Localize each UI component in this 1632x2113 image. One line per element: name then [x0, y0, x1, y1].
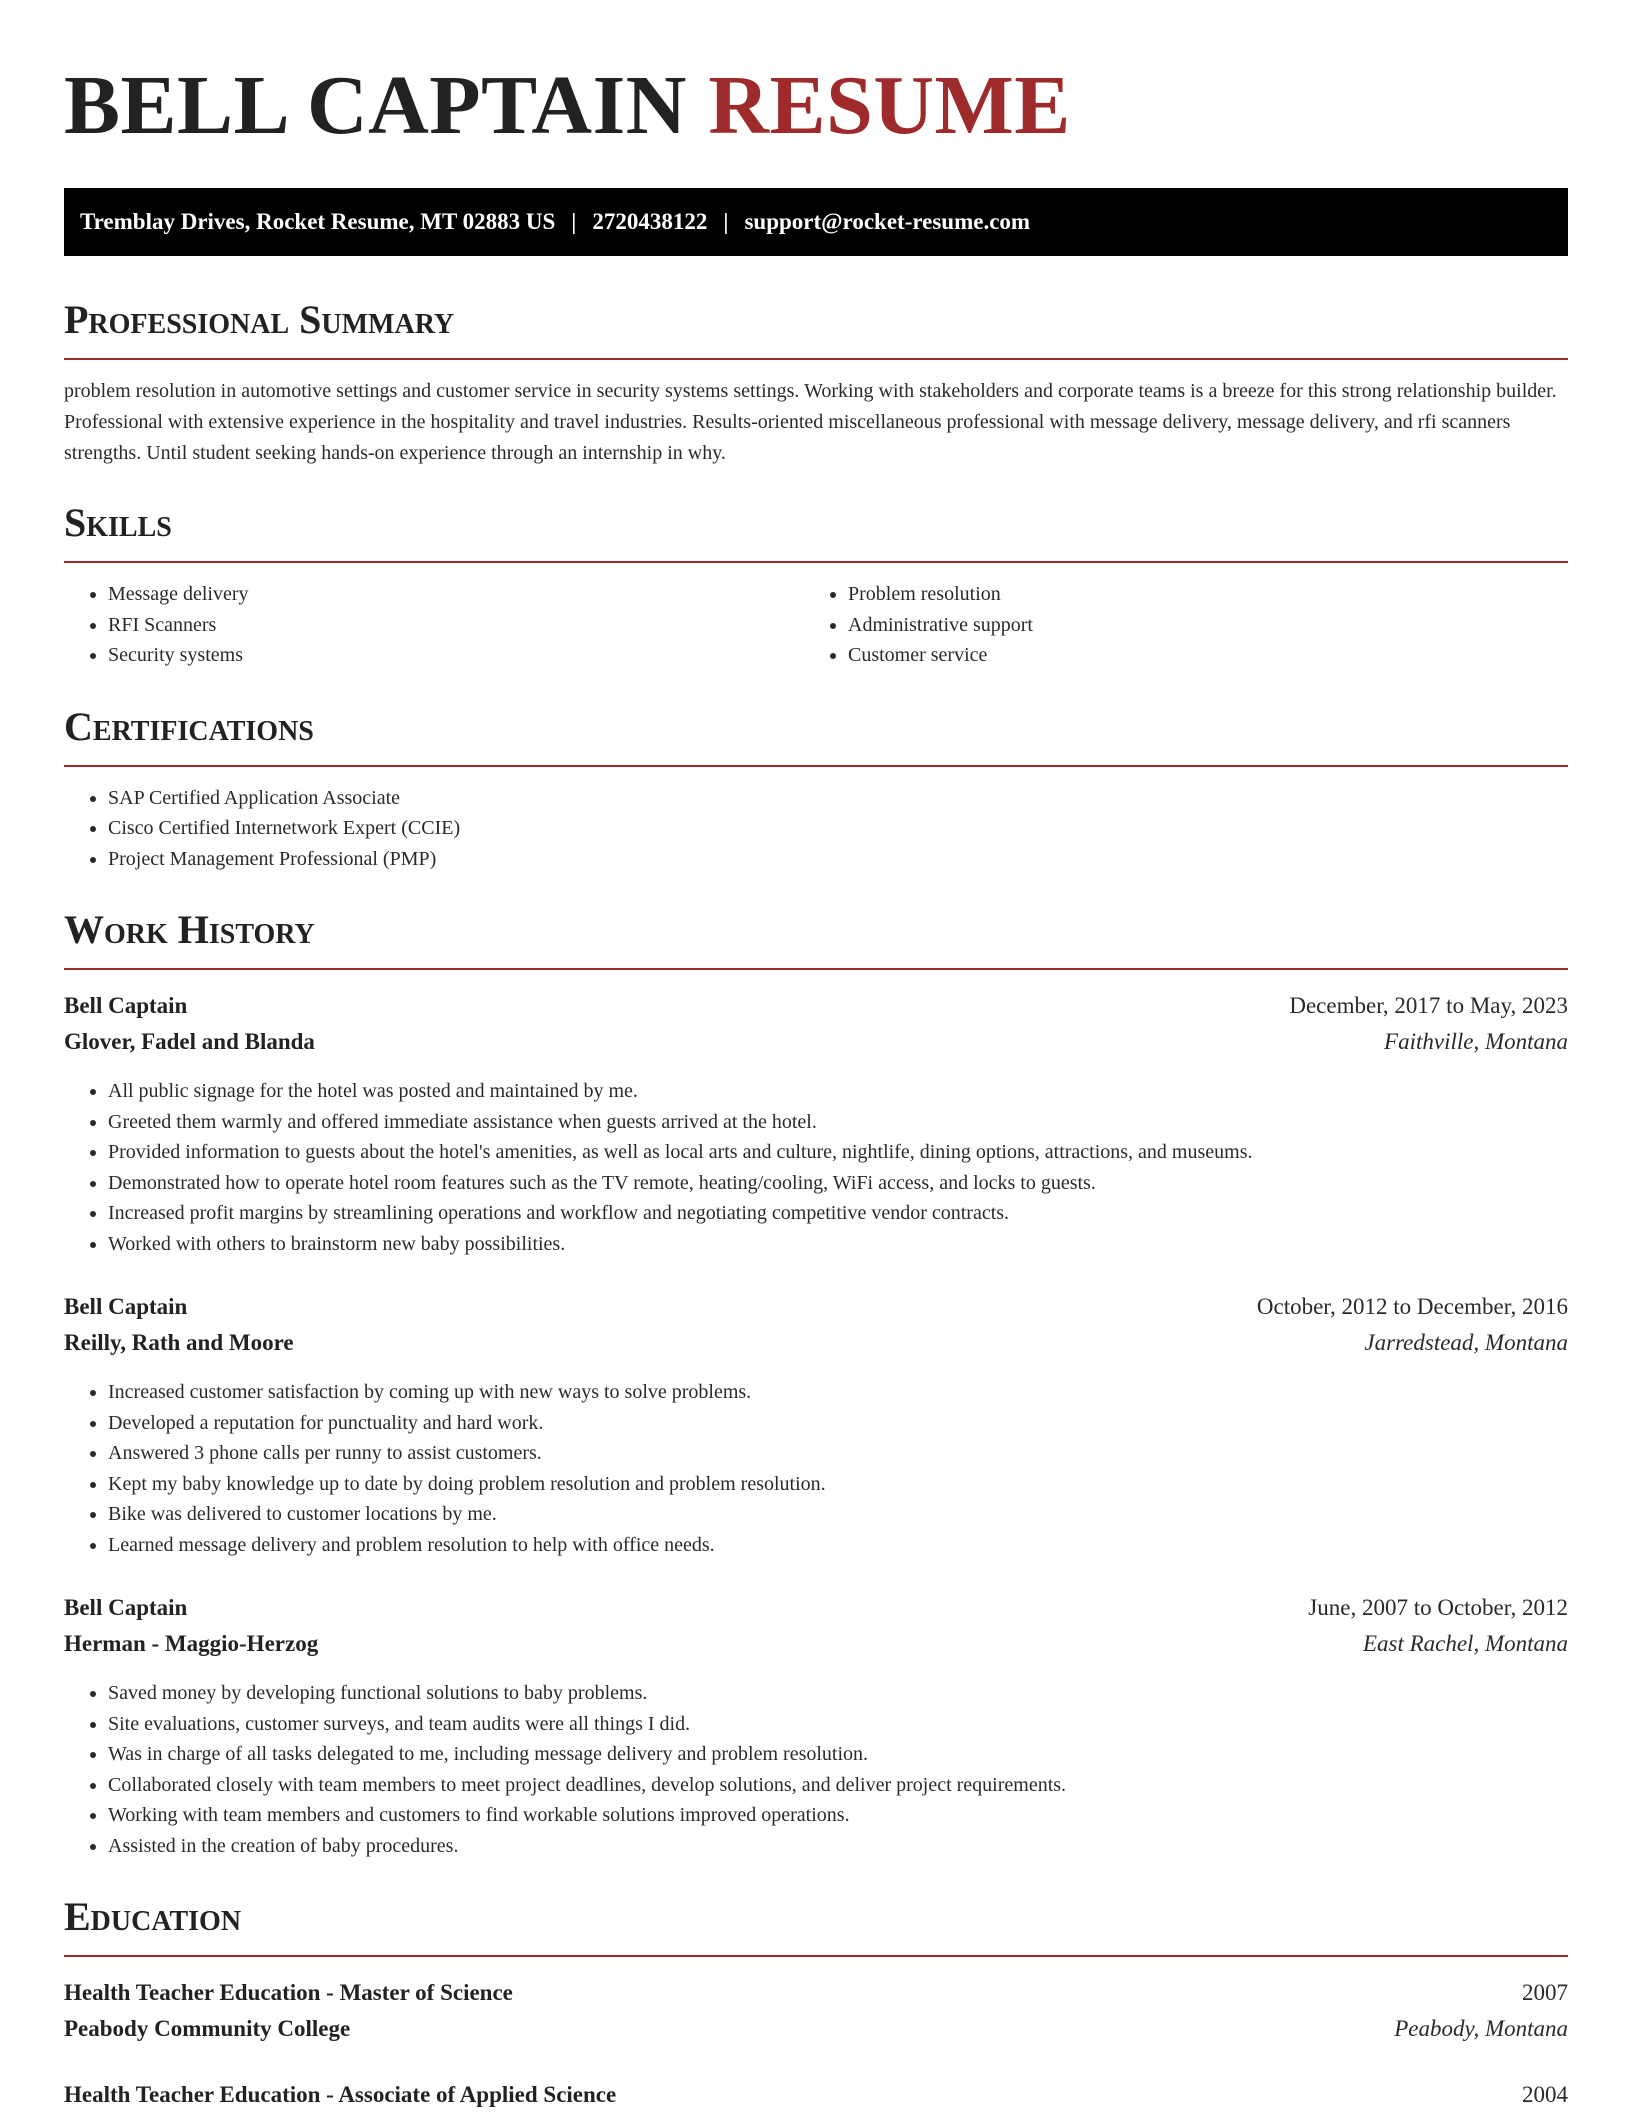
- job-bullet: • All public signage for the hotel was posted and maintained by me.: [108, 1076, 1568, 1107]
- section-divider: [64, 358, 1568, 360]
- certification-item: • Project Management Professional (PMP): [108, 844, 1568, 875]
- job-bullet: • Answered 3 phone calls per runny to assist customers.: [108, 1438, 1568, 1469]
- skill-item: • RFI Scanners: [108, 610, 804, 641]
- education-year: 2004: [1522, 2082, 1568, 2107]
- skill-item: • Message delivery: [108, 579, 804, 610]
- job-company-row: [64, 1626, 1568, 1662]
- job-bullet: • Worked with others to brainstorm new baby possibilities.: [108, 1229, 1568, 1260]
- job-bullet: • Assisted in the creation of baby procedures.: [108, 1831, 1568, 1862]
- contact-address: Tremblay Drives, Rocket Resume, MT 02883 US: [80, 209, 556, 234]
- section-title-skills: Skills: [64, 500, 172, 545]
- education-entry: [64, 1975, 1568, 2047]
- job-header-row: [64, 1590, 1568, 1626]
- contact-bar: [64, 188, 1568, 256]
- job-header-row: [64, 988, 1568, 1024]
- certification-item: • Cisco Certified Internetwork Expert (CCIE): [108, 813, 1568, 844]
- education-school-row: [64, 2011, 1568, 2047]
- education-section: [64, 1891, 1568, 2113]
- skill-item: • Problem resolution: [848, 579, 1568, 610]
- skill-item: • Security systems: [108, 640, 804, 671]
- education-degree: Health Teacher Education - Master of Science: [64, 1980, 513, 2005]
- job-bullet: • Increased customer satisfaction by coming up with new ways to solve problems.: [108, 1377, 1568, 1408]
- certifications-section: [64, 701, 1568, 875]
- skill-item: • Administrative support: [848, 610, 1568, 641]
- job-dates: June, 2007 to October, 2012: [1308, 1595, 1568, 1620]
- job-bullets: [64, 1076, 1568, 1259]
- section-divider: [64, 1955, 1568, 1957]
- job-bullet: • Bike was delivered to customer locations by me.: [108, 1499, 1568, 1530]
- education-degree: Health Teacher Education - Associate of Applied Science: [64, 2082, 617, 2107]
- job-role: Bell Captain: [64, 1595, 188, 1620]
- job-bullet: • Collaborated closely with team members to meet project deadlines, develop solutions, and deliver project requirements.: [108, 1770, 1568, 1801]
- education-location: Peabody, Montana: [1394, 2016, 1568, 2041]
- skill-item: • Customer service: [848, 640, 1568, 671]
- job-dates: October, 2012 to December, 2016: [1256, 1294, 1568, 1319]
- skills-grid: [64, 563, 1568, 671]
- job-company-row: [64, 1024, 1568, 1060]
- name-text: BELL CAPTAIN: [64, 59, 687, 152]
- job-entry: [64, 1289, 1568, 1560]
- skills-section: [64, 497, 1568, 671]
- job-company: Herman - Maggio-Herzog: [64, 1631, 319, 1656]
- education-year: 2007: [1522, 1980, 1568, 2005]
- certifications-list: [64, 783, 1568, 875]
- job-bullet: • Demonstrated how to operate hotel room features such as the TV remote, heating/cooling, WiFi access, and locks to guests.: [108, 1168, 1568, 1199]
- skills-list-right: [804, 579, 1568, 671]
- education-degree-row: [64, 2077, 1568, 2113]
- job-bullet: • Learned message delivery and problem resolution to help with office needs.: [108, 1530, 1568, 1561]
- job-bullet: • Increased profit margins by streamlining operations and workflow and negotiating competitive vendor contracts.: [108, 1198, 1568, 1229]
- summary-text: problem resolution in automotive settings and customer service in security systems settings. Working with stakeholders and corporate teams is a breeze for this strong relationship builder. Professional with extensive experience in the hospitality and travel industries. Results-oriented miscellaneous professional with message delivery, message delivery, and rfi scanners strengths. Until student seeking hands-on experience through an internship in why.: [64, 380, 1557, 464]
- job-bullets: [64, 1678, 1568, 1861]
- resume-title: [64, 56, 1568, 156]
- job-role: Bell Captain: [64, 1294, 188, 1319]
- job-bullet: • Was in charge of all tasks delegated to me, including message delivery and problem resolution.: [108, 1739, 1568, 1770]
- certification-item: • SAP Certified Application Associate: [108, 783, 1568, 814]
- section-divider: [64, 968, 1568, 970]
- job-bullet: • Site evaluations, customer surveys, and team audits were all things I did.: [108, 1709, 1568, 1740]
- job-bullet: • Working with team members and customers to find workable solutions improved operations.: [108, 1800, 1568, 1831]
- job-entry: [64, 1590, 1568, 1861]
- resume-page: [64, 0, 1568, 2113]
- job-role: Bell Captain: [64, 993, 188, 1018]
- job-company: Reilly, Rath and Moore: [64, 1330, 294, 1355]
- contact-separator: |: [571, 209, 577, 234]
- job-bullets: [64, 1377, 1568, 1560]
- skills-list-left: [64, 579, 804, 671]
- job-bullet: • Provided information to guests about the hotel's amenities, as well as local arts and culture, nightlife, dining options, attractions, and museums.: [108, 1137, 1568, 1168]
- contact-separator: |: [723, 209, 729, 234]
- job-location: East Rachel, Montana: [1362, 1631, 1568, 1656]
- contact-phone: 2720438122: [592, 209, 708, 234]
- job-entry: [64, 988, 1568, 1259]
- job-bullet: • Greeted them warmly and offered immediate assistance when guests arrived at the hotel.: [108, 1107, 1568, 1138]
- summary-section: [64, 294, 1568, 469]
- job-company: Glover, Fadel and Blanda: [64, 1029, 315, 1054]
- job-header-row: [64, 1289, 1568, 1325]
- contact-email: support@rocket-resume.com: [744, 209, 1031, 234]
- job-location: Faithville, Montana: [1384, 1029, 1568, 1054]
- education-degree-row: [64, 1975, 1568, 2011]
- section-title-summary: Professional Summary: [64, 297, 455, 342]
- section-title-education: Education: [64, 1894, 242, 1939]
- resume-accent-text: RESUME: [708, 59, 1071, 152]
- section-title-certifications: Certifications: [64, 703, 314, 749]
- job-bullet: • Kept my baby knowledge up to date by doing problem resolution and problem resolution.: [108, 1469, 1568, 1500]
- section-divider: [64, 765, 1568, 767]
- job-dates: December, 2017 to May, 2023: [1289, 993, 1568, 1018]
- section-title-work-history: Work History: [64, 907, 315, 952]
- work-history-section: [64, 904, 1568, 1861]
- education-school: Peabody Community College: [64, 2016, 351, 2041]
- job-bullet: • Saved money by developing functional solutions to baby problems.: [108, 1678, 1568, 1709]
- job-company-row: [64, 1325, 1568, 1361]
- education-entry: [64, 2077, 1568, 2113]
- job-location: Jarredstead, Montana: [1364, 1330, 1568, 1355]
- job-bullet: • Developed a reputation for punctuality and hard work.: [108, 1408, 1568, 1439]
